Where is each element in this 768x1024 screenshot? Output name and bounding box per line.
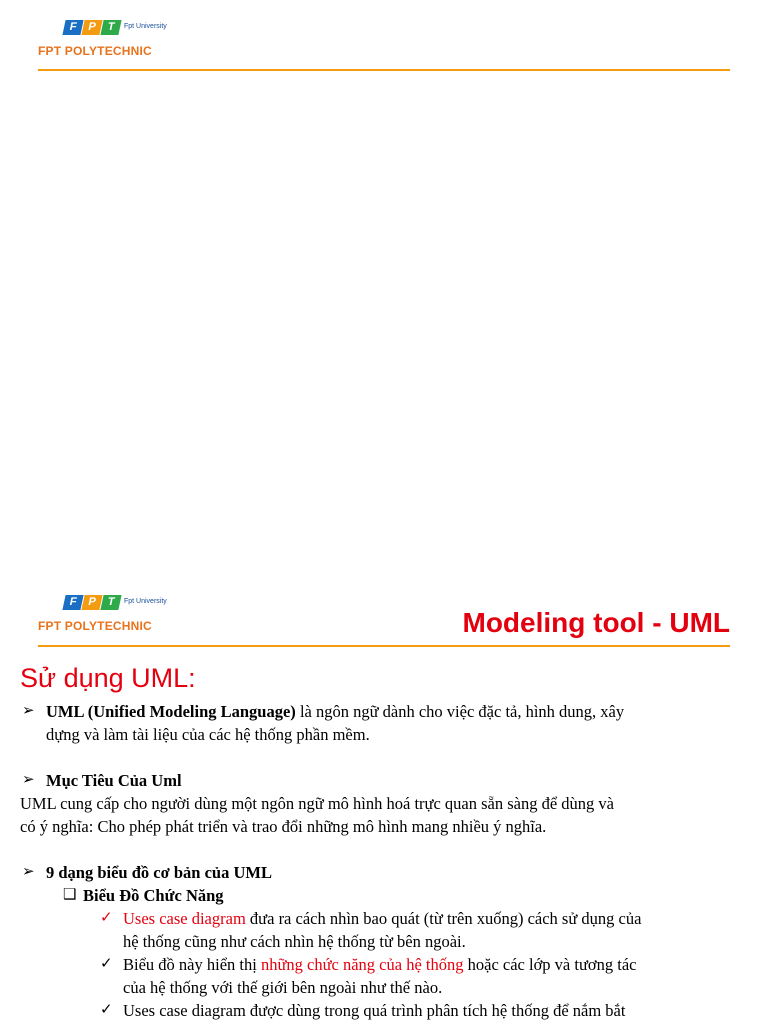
- uml-term: UML (Unified Modeling Language): [46, 702, 296, 721]
- uml-definition-text: là ngôn ngữ dành cho việc đặc tả, hình dung, xây: [295, 702, 625, 721]
- fpt-logo: [38, 595, 167, 633]
- check-icon: ✓: [100, 910, 113, 926]
- goal-text-line-1: UML cung cấp cho người dùng một ngôn ngữ mô hình hoá trực quan sẵn sàng để dùng và: [20, 794, 615, 813]
- check-item-2: [20, 953, 732, 976]
- check-item-2-pre: Biểu đồ này hiển thị: [123, 955, 261, 974]
- goal-title: Mục Tiêu Của Uml: [46, 771, 182, 790]
- arrow-bullet-icon: ➢: [22, 703, 35, 719]
- check-item-2-continued: của hệ thống với thế giới bên ngoài như thế nào.: [123, 978, 443, 997]
- bullet-uml-definition: [20, 700, 732, 723]
- check-item-1-continued: hệ thống cũng như cách nhìn hệ thống từ bên ngoài.: [123, 932, 466, 951]
- polytechnic-label: FPT POLYTECHNIC: [38, 44, 152, 58]
- header-divider: [38, 69, 730, 71]
- check-item-3: [20, 999, 732, 1022]
- fpt-logo-f: F: [62, 595, 83, 610]
- fpt-logo-t: T: [100, 595, 121, 610]
- bullet-goal-title: [20, 769, 732, 792]
- spacer: [20, 746, 732, 769]
- subbullet-functional-diagram: [20, 884, 732, 907]
- fpt-logo: [38, 20, 167, 58]
- functional-diagram-title: Biểu Đồ Chức Năng: [83, 886, 224, 905]
- slide-title: Modeling tool - UML: [462, 607, 730, 638]
- slide-2: [0, 585, 768, 1024]
- header-divider: [38, 645, 730, 647]
- fpt-logo-t: T: [100, 20, 121, 35]
- polytechnic-label: FPT POLYTECHNIC: [38, 619, 152, 633]
- diagram-types-title: 9 dạng biểu đồ cơ bản của UML: [46, 863, 272, 882]
- check-item-3-text: Uses case diagram được dùng trong quá trình phân tích hệ thống để nắm bắt: [123, 1001, 626, 1020]
- arrow-bullet-icon: ➢: [22, 772, 35, 788]
- uml-definition-continued: dựng và làm tài liệu của các hệ thống phần mềm.: [46, 725, 370, 744]
- check-item-1-text: đưa ra cách nhìn bao quát (từ trên xuống) cách sử dụng của: [245, 909, 642, 928]
- use-case-term: Uses case diagram: [123, 909, 246, 928]
- university-label: Fpt University: [124, 23, 167, 30]
- system-functions-term: những chức năng của hệ thống: [260, 955, 464, 974]
- arrow-bullet-icon: ➢: [22, 864, 35, 880]
- fpt-logo-f: F: [62, 20, 83, 35]
- check-item-2-post: hoặc các lớp và tương tác: [463, 955, 637, 974]
- fpt-logo-p: P: [81, 595, 102, 610]
- check-icon: ✓: [100, 1002, 113, 1018]
- checkbox-bullet-icon: ❑: [63, 887, 77, 903]
- slide-body: [20, 700, 732, 1022]
- check-icon: ✓: [100, 956, 113, 972]
- university-label: Fpt University: [124, 598, 167, 605]
- spacer: [20, 838, 732, 861]
- section-heading: Sử dụng UML:: [20, 663, 196, 693]
- check-item-1: [20, 907, 732, 930]
- bullet-diagram-types: [20, 861, 732, 884]
- goal-text-line-2: có ý nghĩa: Cho phép phát triển và trao đổi những mô hình mang nhiều ý nghĩa.: [20, 817, 547, 836]
- fpt-logo-p: P: [81, 20, 102, 35]
